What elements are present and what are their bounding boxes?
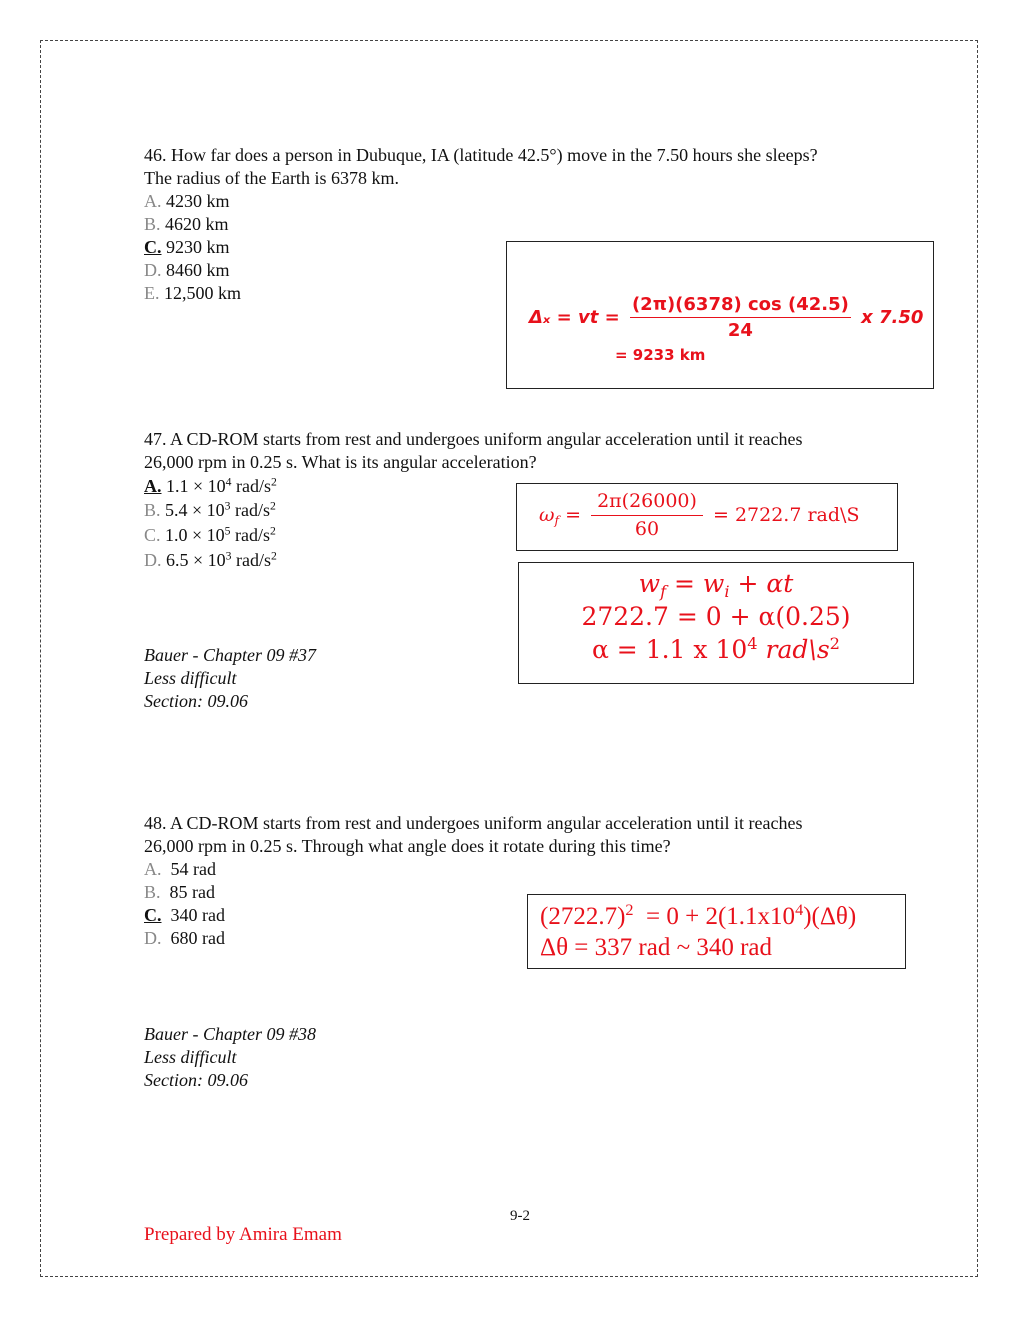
option-letter: C. — [144, 525, 161, 545]
option-text: 8460 km — [161, 260, 230, 280]
option-text: 1.1 × 10 — [161, 476, 226, 496]
option-letter-correct: C. — [144, 237, 162, 257]
q46-denominator: 24 — [727, 320, 753, 341]
q46-stem-line1: 46. How far does a person in Dubuque, IA (latitude 42.5°) move in the 7.50 hours she sleeps? — [144, 145, 818, 165]
option-letter: E. — [144, 283, 160, 303]
q48-sol-line1 — [540, 901, 856, 932]
q48-option-d — [144, 927, 225, 950]
option-text: 6.5 × 10 — [161, 550, 226, 570]
option-text: 85 rad — [160, 882, 215, 902]
option-letter: A. — [144, 859, 162, 879]
q47-omega-box — [516, 483, 898, 551]
sol-end: )(Δθ) — [803, 903, 857, 930]
q47-stem-line2: 26,000 rpm in 0.25 s. What is its angular acceleration? — [144, 452, 537, 472]
q47-option-c — [144, 524, 276, 547]
option-text: 1.0 × 10 — [160, 525, 225, 545]
option-letter: B. — [144, 500, 161, 520]
q47-omega-lhs — [539, 504, 559, 526]
kin-at: + αt — [729, 569, 794, 598]
q46-numerator: (2π)(6378) cos (42.5) — [630, 294, 851, 318]
kin-unit-exp: 2 — [829, 634, 841, 654]
option-letter-correct: A. — [144, 476, 162, 496]
sol-exp: 2 — [625, 901, 634, 920]
footer-author: Prepared by Amira Emam — [144, 1224, 342, 1245]
option-text: 12,500 km — [159, 283, 242, 303]
option-unit-exponent: 2 — [271, 475, 277, 489]
q48-option-b — [144, 881, 215, 904]
kin-sub-i: i — [724, 581, 730, 601]
q47-omega-fraction — [591, 490, 703, 540]
option-letter: B. — [144, 214, 161, 234]
q47-omega-numerator: 2π(26000) — [591, 490, 703, 516]
q48-option-a — [144, 858, 216, 881]
q47-kinematics-box — [518, 562, 914, 684]
q48-option-c — [144, 904, 225, 927]
kin-alpha: α = 1.1 x 10 — [591, 635, 748, 664]
q46-fraction — [630, 294, 851, 341]
q46-option-c — [144, 236, 230, 259]
option-unit-exponent: 2 — [270, 499, 276, 513]
q48-solution-box — [527, 894, 906, 969]
q47-option-a — [144, 475, 277, 498]
option-text: 9230 km — [161, 237, 230, 257]
q46-option-d — [144, 259, 230, 282]
q46-multiplier: x 7.50 — [861, 307, 924, 328]
q47-meta-chapter: Bauer - Chapter 09 #37 — [144, 645, 316, 665]
option-letter: D. — [144, 550, 162, 570]
q48-sol-line2: Δθ = 337 rad ~ 340 rad — [540, 934, 773, 961]
q47-kin-line2: 2722.7 = 0 + α(0.25) — [581, 602, 851, 631]
omega-subscript: f — [554, 513, 560, 528]
page-number: 9-2 — [510, 1208, 530, 1224]
q46-result: = 9233 km — [615, 346, 706, 364]
q47-omega-equation — [539, 490, 859, 540]
q46-lhs: Δₓ = vt = — [529, 307, 620, 328]
q46-option-b — [144, 213, 229, 236]
q46-option-e — [144, 282, 241, 305]
option-letter: D. — [144, 928, 162, 948]
option-exponent: 5 — [224, 524, 231, 538]
q48-meta-section: Section: 09.06 — [144, 1070, 248, 1090]
option-unit: rad/s — [231, 476, 271, 496]
q48-meta-difficulty: Less difficult — [144, 1047, 237, 1067]
option-text: 4620 km — [160, 214, 229, 234]
q48-stem-line1: 48. A CD-ROM starts from rest and undergoes uniform angular acceleration until it reaches — [144, 813, 803, 833]
q46-stem-line2: The radius of the Earth is 6378 km. — [144, 168, 399, 188]
q47-meta-difficulty: Less difficult — [144, 668, 237, 688]
option-text: 680 rad — [161, 928, 225, 948]
q46-option-a — [144, 190, 230, 213]
option-exponent: 3 — [225, 549, 232, 563]
q47-meta-section: Section: 09.06 — [144, 691, 248, 711]
kin-unit: rad\s — [757, 635, 830, 664]
option-letter-correct: C. — [144, 905, 162, 925]
option-unit: rad/s — [231, 550, 271, 570]
sol-base: (2722.7) — [540, 903, 626, 930]
q47-option-b — [144, 499, 276, 522]
q48-stem-line2: 26,000 rpm in 0.25 s. Through what angle does it rotate during this time? — [144, 836, 671, 856]
option-letter: B. — [144, 882, 161, 902]
option-text: 340 rad — [161, 905, 225, 925]
option-letter: D. — [144, 260, 162, 280]
kin-exp: 4 — [747, 634, 758, 654]
option-exponent: 3 — [224, 499, 231, 513]
option-letter: A. — [144, 191, 162, 211]
q47-stem-line1: 47. A CD-ROM starts from rest and undergoes uniform angular acceleration until it reaches — [144, 429, 803, 449]
q46-solution-box — [506, 241, 934, 389]
equals-sign: = — [565, 504, 588, 526]
kin-eq: = w — [666, 569, 725, 598]
omega-symbol: ω — [539, 504, 555, 526]
q47-kinematics-lines — [519, 567, 913, 666]
q47-option-d — [144, 549, 277, 572]
q47-kin-line3 — [519, 633, 913, 666]
sol-exp2: 4 — [795, 901, 804, 920]
option-unit: rad/s — [230, 500, 271, 520]
option-unit: rad/s — [230, 525, 271, 545]
kin-sub-f: f — [660, 581, 667, 601]
q47-omega-denominator: 60 — [634, 518, 660, 540]
kin-w: w — [638, 569, 661, 598]
q48-meta-chapter: Bauer - Chapter 09 #38 — [144, 1024, 316, 1044]
option-unit-exponent: 2 — [271, 549, 277, 563]
q46-solution-equation — [529, 294, 923, 341]
option-text: 54 rad — [161, 859, 216, 879]
option-unit-exponent: 2 — [270, 524, 276, 538]
q47-omega-rhs: = 2722.7 rad\S — [712, 504, 860, 526]
option-exponent: 4 — [225, 475, 232, 489]
q47-kin-line1 — [519, 567, 913, 600]
option-text: 4230 km — [161, 191, 230, 211]
q48-solution-lines — [540, 901, 856, 963]
sol-mid: = 0 + 2(1.1x10 — [633, 903, 796, 930]
option-text: 5.4 × 10 — [160, 500, 225, 520]
